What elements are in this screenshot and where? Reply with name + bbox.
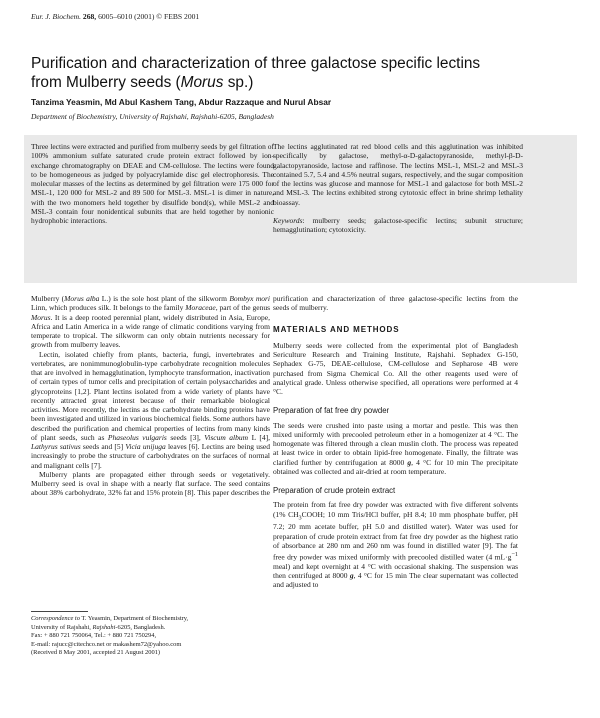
footnote-contact: Fax: + 880 721 750064, Tel.: + 880 721 750294, <box>31 632 157 640</box>
affiliation: Department of Biochemistry, University of Rajshahi, Rajshahi-6205, Bangladesh <box>31 112 274 121</box>
intro-paragraph-2: Lectin, isolated chiefly from plants, bacteria, fungi, invertebrates and vertebrates, are nonimmunoglobulin-type carbohydrate recognition molecules that are involved in hemagglutination, lymphocyte transformation, inactivation of certain types of tumor cells and precipitation of certain polysaccharides and glycoproteins [1,2]. Plant lectins isolated from a wide variety of plants have recently attracted great interest because of their remarkable biological activities. More recently, the lectins as the carbohydrate binding proteins have been investigated and utilized in various biochemical fields. Some authors have described the purification and chemical properties of lectins from many kinds of plant seeds, such as Phaseolus vulgaris seeds [3], Viscum album L [4], Lathyrus sativus seeds and [5] Vicia unijuga leaves [6]. Lectins are being used increasingly to probe the structure of carbohydrates on the surfaces of normal and malignant cells [7]. <box>31 349 271 470</box>
keywords <box>273 216 523 235</box>
body-right-column <box>273 294 518 590</box>
title-line-2-end: sp.) <box>223 74 254 91</box>
running-head <box>31 12 199 22</box>
journal-volume: 268, <box>82 12 97 21</box>
intro-paragraph-3: Mulberry plants are propagated either through seeds or vegetatively. Mulberry seed is oval in shape with a nearly flat surface. The seed contains about 38% carbohydrate, 32% fat and 15% protein [8]. This paper describes the <box>31 469 270 498</box>
crude-extract-paragraph: The protein from fat free dry powder was extracted with five different solvents (1% $CH_3COOH$; 10 mm Tris/HCl buffer, pH 8.4; 10 mm phosphate buffer, pH 7.2; 20 mm acetate buffer, pH 5.0 and distilled water). Water was used for preparation of crude protein extract from fat free dry powder as the highest ratio of absorbance at 280 nm and 260 nm was found in distilled water [9]. The fat free dry powder was mixed uniformly with precooled distilled water (4 $mL\cdot g^{-1}$ meal) and kept overnight at 4 °C with occasional shaking. The suspension was then centrifuged at 8000 g, 4 °C for 15 min The clear supernatant was collected and adjusted to <box>273 500 518 590</box>
section-heading-materials-methods: MATERIALS AND METHODS <box>273 324 400 334</box>
methods-paragraph: Mulberry seeds were collected from the experimental plot of Bangladesh Sericulture Research and Training Institute, Rajshahi. Sephadex G-150, Sephadex G-75, DEAE-cellulose, CM-cellulose and Sepharose 4B were purchased from Sigma Chemical Co. All the other reagents used were of analytical grade. Unless otherwise specified, all operations were performed at 4 °C. <box>273 340 518 396</box>
intro-continuation: purification and characterization of three galactose-specific lectins from the seeds of mulberry. <box>273 294 518 313</box>
intro-paragraph-1: Mulberry (Morus alba L.) is the sole host plant of the silkworm Bombyx mori Linn, which produces silk. It belongs to the family Moraceae, part of the genus Morus. It is a deep rooted perennial plant, widely distributed in Asia, Europe, Africa and Latin America in a wide range of climatic conditions varying from temperate to tropical. The silkworm can only obtain nutrients necessary for growth from mulberry leaves. <box>31 294 270 350</box>
correspondence-footnote <box>31 615 270 658</box>
article-title <box>31 54 571 92</box>
title-line-1: Purification and characterization of three galactose specific lectins <box>31 55 481 72</box>
author-list: Tanzima Yeasmin, Md Abul Kashem Tang, Abdur Razzaque and Nurul Absar <box>31 97 332 107</box>
footnote-line-2: University of Rajshahi, Rajshahi-6205, Bangladesh. <box>31 623 166 631</box>
abstract-right-column <box>273 142 523 234</box>
abstract-left-column: Three lectins were extracted and purified from mulberry seeds by gel filtration of 100% ammonium sulfate saturated crude protein extract followed by ion-exchange chromatography on DEAE and CM-cellulose. The lectins were found to be homogeneous as judged by polyacrylamide disc gel electrophoresis. The molecular masses of the lectins as determined by gel filtration were 175 000 for MSL-1, 120 000 for MSL-2 and 89 500 for MSL-3. MSL-1 is dimer in nature, with the two monomers held together by disulfide bond(s), while MSL-2 and MSL-3 contain four nonidentical subunits that are held together by nonionic hydrophobic interactions. <box>31 142 274 225</box>
footnote-line-1: Correspondence to T. Yeasmin, Department of Biochemistry, <box>31 615 189 622</box>
keywords-text: : mulberry seeds; galactose-specific lectins; subunit structure; hemagglutination; cytotoxicity. <box>273 215 523 234</box>
title-line-2: from Mulberry seeds ( <box>31 74 181 91</box>
body-left-column <box>31 294 270 498</box>
keywords-label: Keywords <box>273 215 303 225</box>
subheading-fat-free-powder: Preparation of fat free dry powder <box>273 406 390 416</box>
subheading-crude-extract: Preparation of crude protein extract <box>273 486 396 495</box>
title-genus: Morus <box>180 74 224 91</box>
footnote-rule <box>31 611 88 612</box>
pages-copyright: 6005–6010 (2001) © FEBS 2001 <box>98 12 200 21</box>
abstract-right-text: The lectins agglutinated rat red blood cells and this agglutination was inhibited specifically by galactose, methyl-α-D-galactopyranoside, methyl-β-D-galactopyranoside, lactose and raffinose. The lectins MSL-1, MSL-2 and MSL-3 contained 5.7, 5.4 and 4.5% neutral sugars, respectively, and the sugar composition of the lectins was glucose and mannose for MSL-1 and galactose for both MSL-2 and MSL-3. The lectins exhibited strong cytotoxic effect in brine shrimp lethality bioassay. <box>273 142 523 207</box>
fat-free-powder-paragraph: The seeds were crushed into paste using a mortar and pestle. This was then mixed uniformly with precooled petroleum ether in a homogenizer at 4 °C. The homogenate was filtered through a clean muslin cloth. The process was repeated at least twice in order to obtain lipid-free homogenate. Finally, the filtrate was clarified further by centrifugation at 8000 g, 4 °C for 10 min The precipitate obtained was collected and air-dried at room temperature. <box>273 420 518 476</box>
journal-name: Eur. J. Biochem. <box>31 12 81 21</box>
footnote-email: E-mail: rajucc@citechco.net or makashem72@yahoo.com <box>31 640 182 648</box>
footnote-received: (Received 8 May 2001, accepted 21 August 2001) <box>31 649 161 657</box>
